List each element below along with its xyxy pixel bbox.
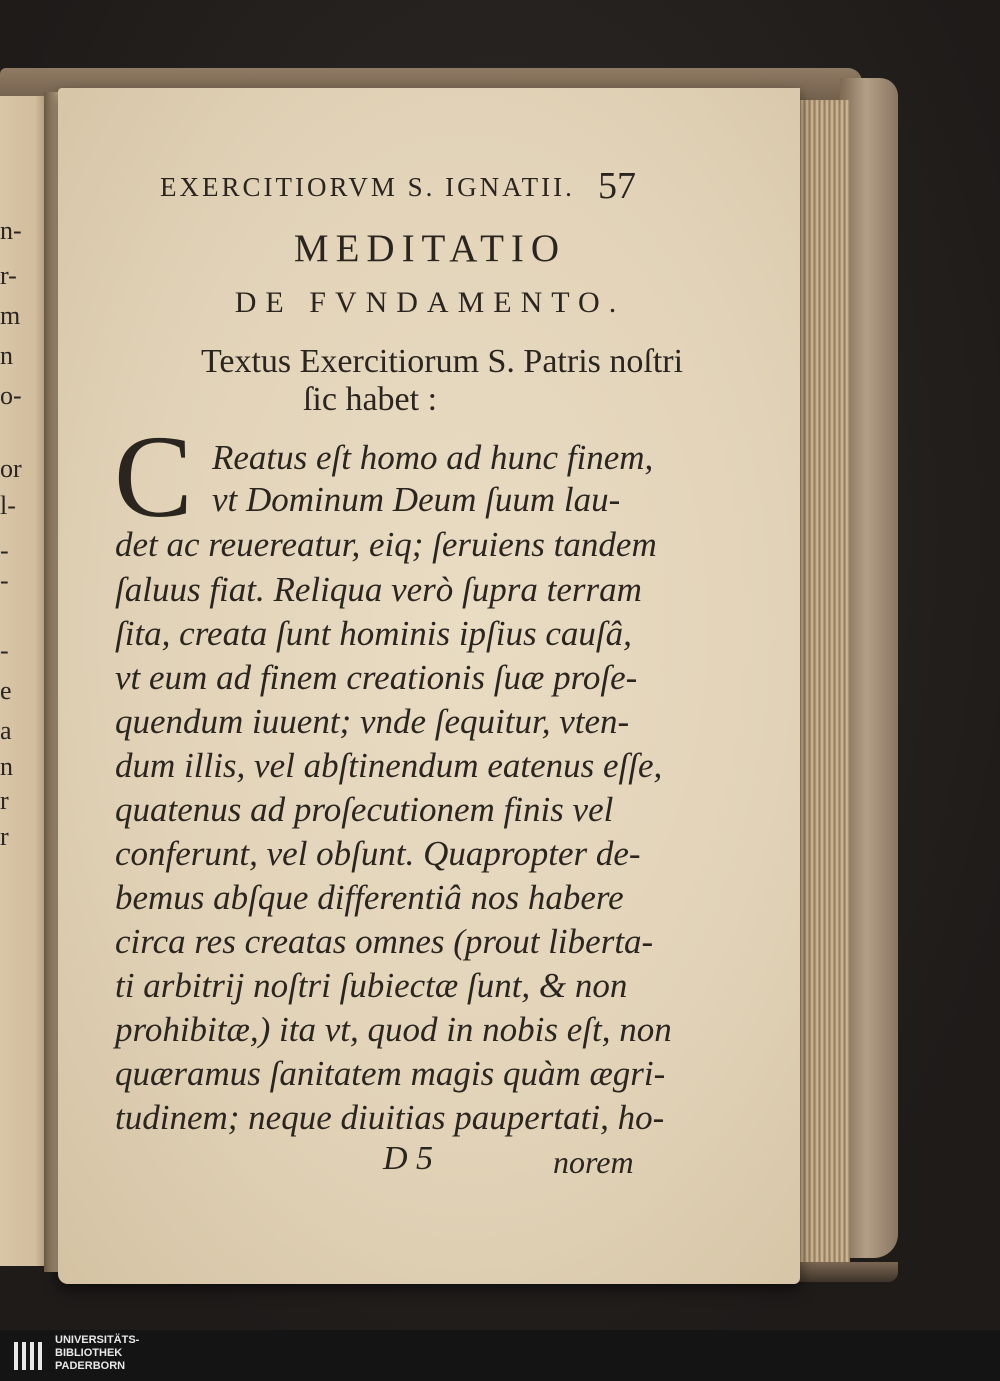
left-page-fragment: - [0, 636, 9, 665]
left-page-fragment: n- [0, 216, 22, 245]
signature-mark: D 5 [383, 1140, 434, 1177]
body-line: ſaluus fiat. Reliqua verò ſupra terram [115, 570, 642, 609]
left-page-fragment: or [0, 454, 22, 483]
left-page-fragment: - [0, 536, 9, 565]
body-line: quæramus ſanitatem magis quàm ægri- [115, 1054, 666, 1093]
logo-line-3: PADERBORN [55, 1360, 126, 1372]
running-head: EXERCITIORVM S. IGNATII. [160, 172, 575, 202]
left-page-fragment: n [0, 752, 13, 781]
left-page-fragment: e [0, 676, 12, 705]
left-page-fragment: r [0, 822, 9, 851]
page-number: 57 [598, 165, 636, 207]
body-line: prohibitæ,) ita vt, quod in nobis eſt, non [115, 1010, 672, 1049]
body-line: quatenus ad proſecutionem finis vel [115, 790, 614, 829]
subtitle-line-2: ſic habet : [302, 381, 438, 418]
catchword: norem [553, 1144, 634, 1180]
left-page-fragment: a [0, 716, 12, 745]
subtitle-line-1: Textus Exercitiorum S. Patris noſtri [200, 343, 684, 380]
left-page-fragment: - [0, 566, 9, 595]
library-logo-icon [12, 1338, 48, 1374]
logo-line-2: BIBLIOTHEK [55, 1347, 123, 1359]
body-line: conferunt, vel obſunt. Quapropter de- [115, 834, 641, 873]
library-logo-text [55, 1334, 139, 1373]
footer-bar [0, 1330, 1000, 1381]
body-line: dum illis, vel abſtinendum eatenus eſſe, [115, 746, 663, 785]
left-page-fragment: n [0, 341, 13, 370]
body-line: quendum iuuent; vnde ſequitur, vten- [115, 702, 630, 741]
drop-cap: C [114, 411, 193, 542]
body-line: vt Dominum Deum ſuum lau- [212, 480, 621, 519]
body-line: bemus abſque differentiâ nos habere [115, 878, 624, 917]
body-line: det ac reuereatur, eiq; ſeruiens tandem [115, 525, 657, 564]
body-line: tudinem; neque diuitias paupertati, ho- [115, 1098, 665, 1137]
body-line: vt eum ad finem creationis ſuæ proſe- [115, 658, 638, 697]
left-page-edge [0, 96, 50, 1266]
body-line: Reatus eſt homo ad hunc finem, [212, 438, 654, 477]
title-line-2: DE FVNDAMENTO. [234, 286, 626, 319]
body-line: ti arbitrij noſtri ſubiectæ ſunt, & non [115, 966, 628, 1005]
left-page-fragment: r- [0, 261, 17, 290]
left-page-fragment: m [0, 301, 21, 330]
logo-line-1: UNIVERSITÄTS- [55, 1334, 140, 1346]
left-page-fragment: o- [0, 381, 22, 410]
body-line: circa res creatas omnes (prout liberta- [115, 922, 654, 961]
left-page-fragment: r [0, 786, 9, 815]
left-page-fragment: l- [0, 491, 16, 520]
body-line: ſita, creata ſunt hominis ipſius cauſâ, [115, 614, 632, 653]
title-line-1: MEDITATIO [293, 227, 567, 270]
